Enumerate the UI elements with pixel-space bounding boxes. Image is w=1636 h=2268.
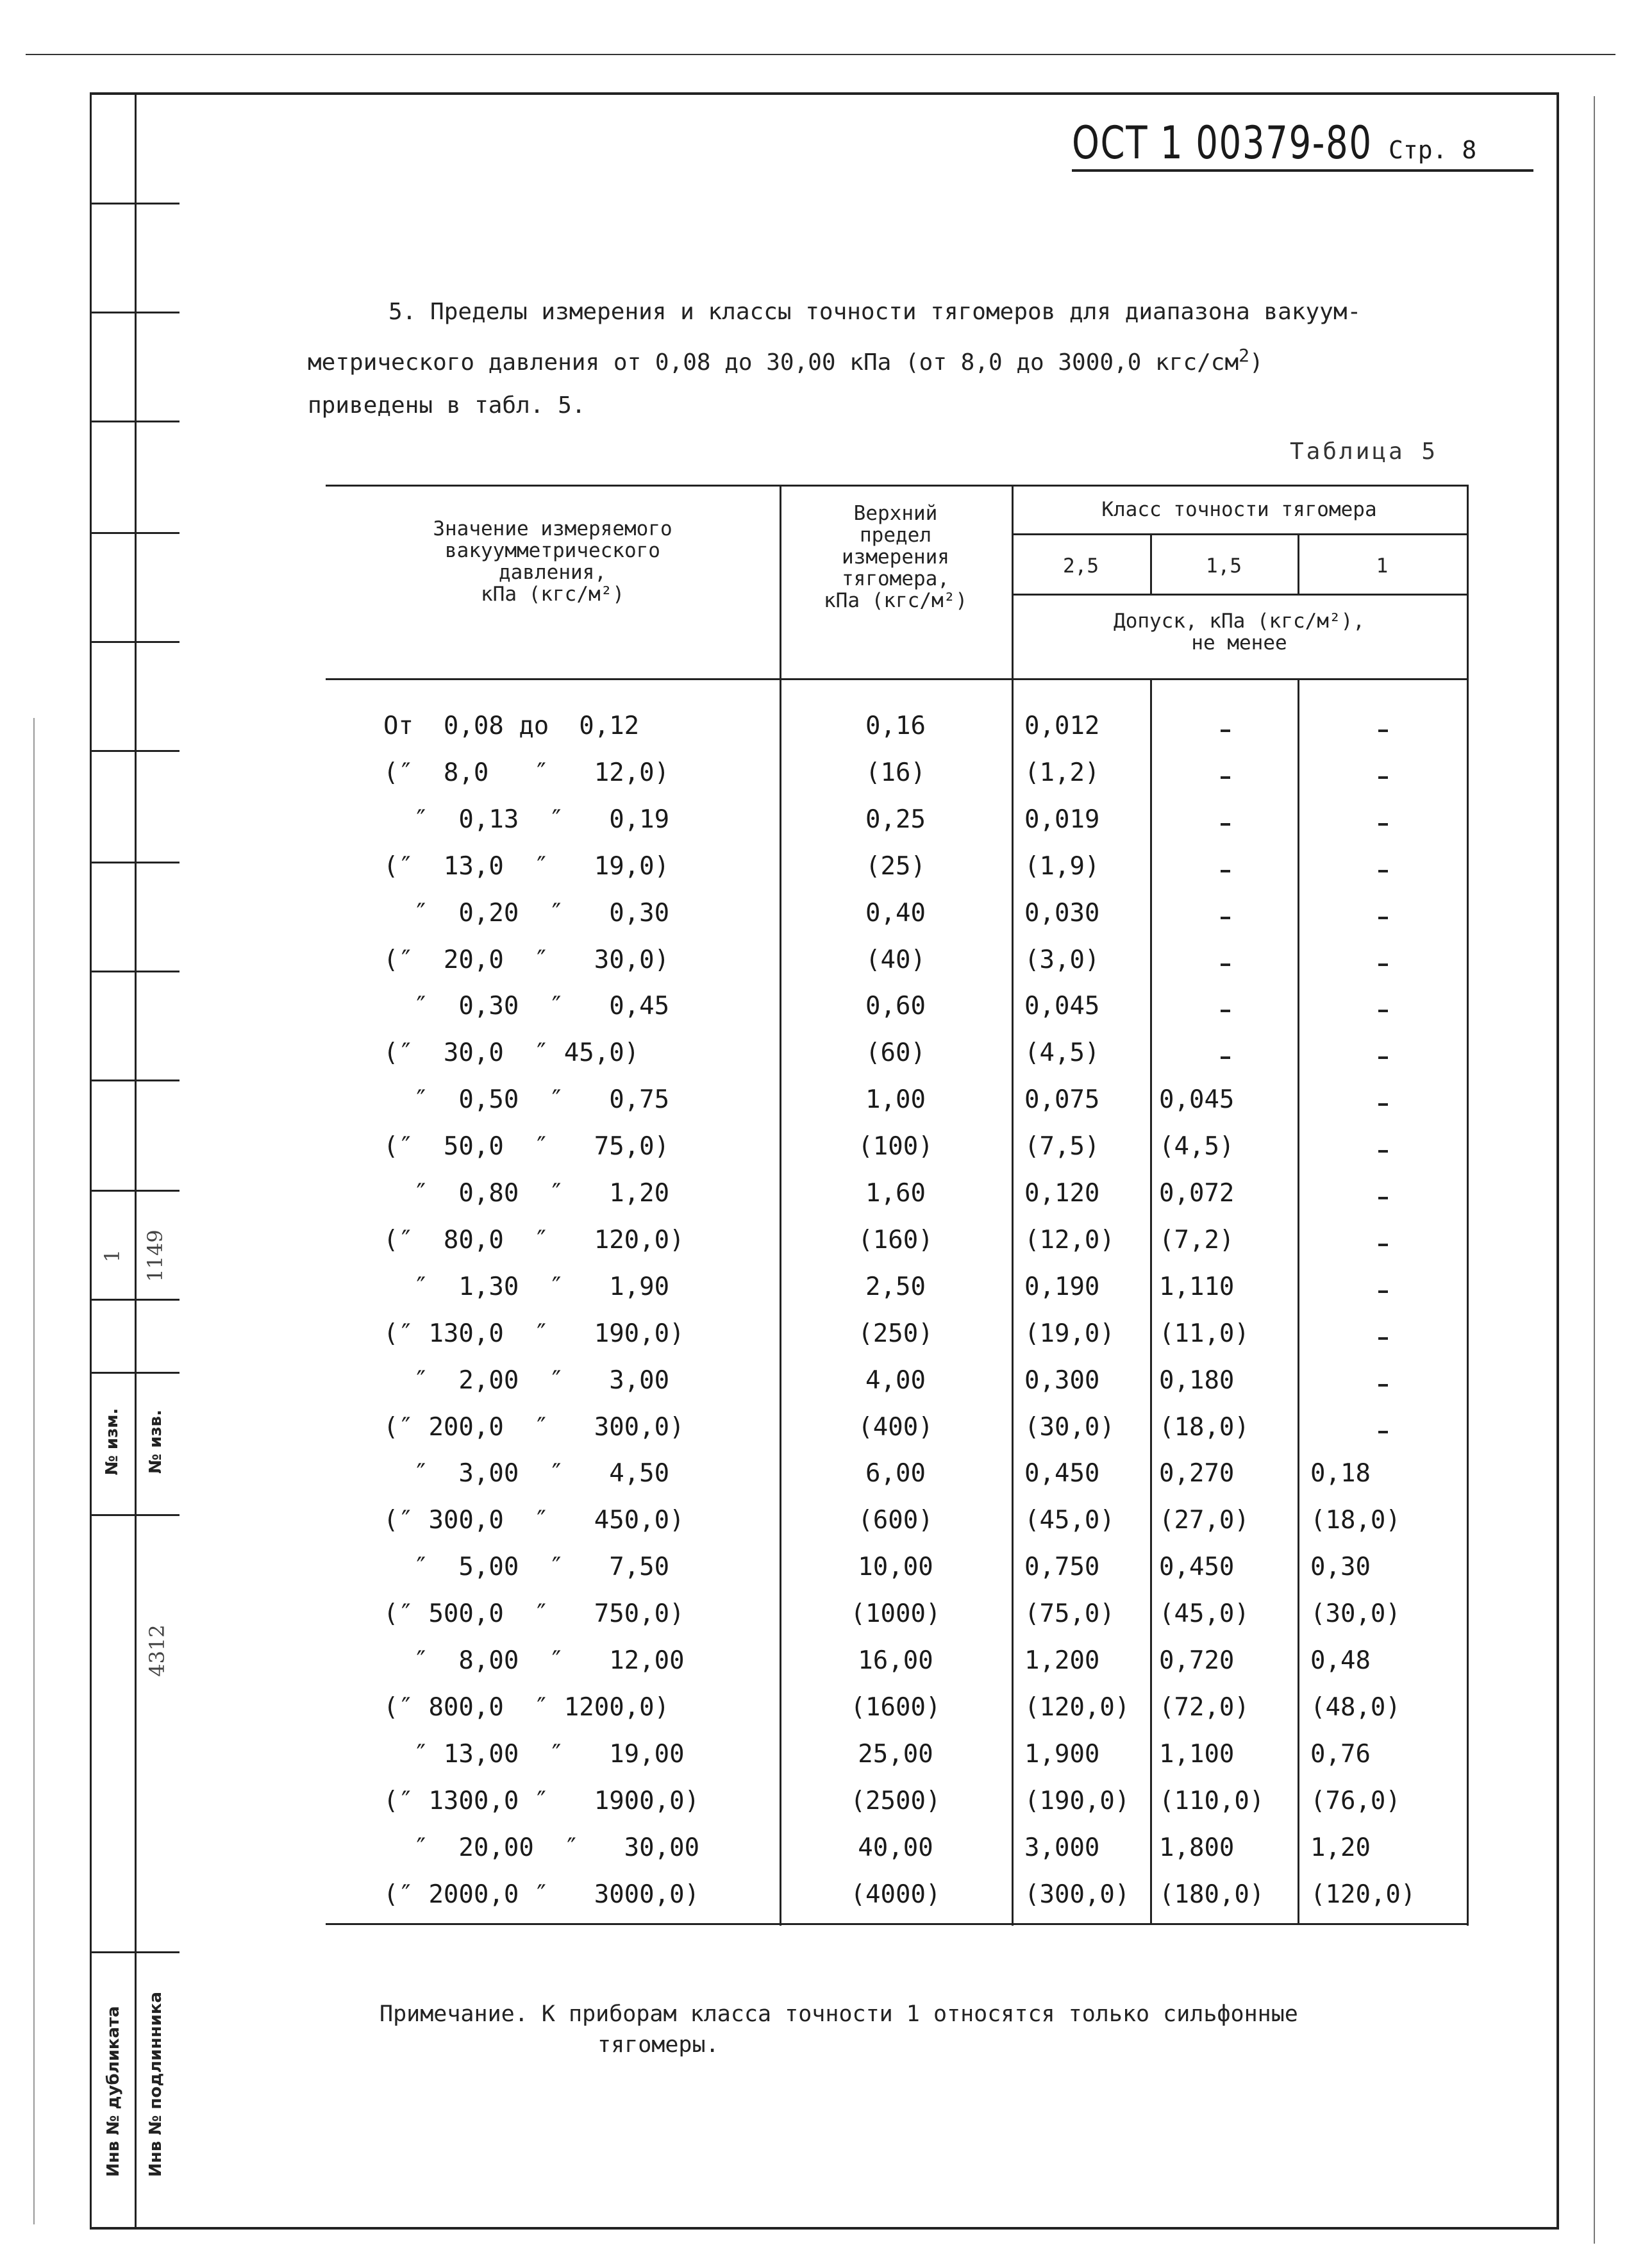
side-rule bbox=[90, 641, 179, 643]
table-cell: 1,20 bbox=[1310, 1833, 1371, 1862]
side-divider bbox=[135, 92, 137, 2230]
table-cell: (100) bbox=[858, 1132, 933, 1161]
right-edge-line bbox=[1594, 96, 1595, 2244]
table-cell: ″ 3,00 ″ 4,50 bbox=[383, 1459, 670, 1488]
table-cell: 0,25 bbox=[865, 805, 926, 834]
side-rule bbox=[90, 312, 179, 313]
empty-dash bbox=[1378, 963, 1388, 966]
table-cell: 10,00 bbox=[858, 1553, 933, 1581]
table-cell: 0,16 bbox=[865, 712, 926, 740]
side-rule bbox=[90, 532, 179, 534]
table-cell: ″ 0,20 ″ 0,30 bbox=[383, 899, 670, 928]
table-cell: (4000) bbox=[850, 1880, 941, 1909]
table-cell: (2500) bbox=[850, 1787, 941, 1815]
col2-heading-line: измерения bbox=[842, 546, 949, 569]
col1-heading bbox=[326, 518, 780, 605]
side-rule bbox=[90, 203, 179, 204]
empty-dash bbox=[1221, 963, 1230, 966]
table-cell: (300,0) bbox=[1024, 1880, 1130, 1909]
table-cell: 0,045 bbox=[1024, 992, 1100, 1021]
table-cell: 0,300 bbox=[1024, 1366, 1100, 1395]
izm-value: 1 bbox=[100, 1249, 124, 1263]
table-cell: (30,0) bbox=[1024, 1413, 1115, 1442]
class-group-heading: Класс точности тягомера bbox=[1101, 498, 1377, 521]
table-cell: 0,450 bbox=[1159, 1553, 1235, 1581]
table-cell: (45,0) bbox=[1159, 1599, 1249, 1628]
side-rule bbox=[90, 971, 179, 972]
table-cell: 0,750 bbox=[1024, 1553, 1100, 1581]
col-rule bbox=[1012, 485, 1014, 1926]
col-rule bbox=[1298, 678, 1299, 1923]
table-cell: 1,110 bbox=[1159, 1272, 1235, 1301]
empty-dash bbox=[1378, 917, 1388, 919]
side-rule bbox=[90, 421, 179, 422]
side-rule bbox=[90, 1190, 179, 1192]
empty-dash bbox=[1221, 1010, 1230, 1012]
table-cell: (30,0) bbox=[1310, 1599, 1401, 1628]
table-cell: (11,0) bbox=[1159, 1319, 1249, 1348]
table-cell: 2,50 bbox=[865, 1272, 926, 1301]
table-cell: ″ 2,00 ″ 3,00 bbox=[383, 1366, 670, 1395]
table-cell: (190,0) bbox=[1024, 1787, 1130, 1815]
table-cell: ″ 0,30 ″ 0,45 bbox=[383, 992, 670, 1021]
empty-dash bbox=[1221, 776, 1230, 779]
side-rule bbox=[90, 750, 179, 752]
col1-heading-line: вакуумметрического bbox=[445, 539, 660, 562]
table-cell: 0,180 bbox=[1159, 1366, 1235, 1395]
tolerance-heading bbox=[1012, 610, 1467, 654]
table-cell: (250) bbox=[858, 1319, 933, 1348]
empty-dash bbox=[1378, 823, 1388, 826]
table-cell: (110,0) bbox=[1159, 1787, 1265, 1815]
table-cell: (3,0) bbox=[1024, 946, 1100, 974]
empty-dash bbox=[1378, 1337, 1388, 1340]
tolerance-heading-line: не менее bbox=[1191, 631, 1287, 655]
empty-dash bbox=[1378, 1384, 1388, 1387]
empty-dash bbox=[1378, 1244, 1388, 1246]
table-cell: ″ 0,80 ″ 1,20 bbox=[383, 1179, 670, 1208]
table-cell: 0,40 bbox=[865, 899, 926, 928]
table-cell: (400) bbox=[858, 1413, 933, 1442]
empty-dash bbox=[1378, 1103, 1388, 1106]
table-cell: (″ 30,0 ″ 45,0) bbox=[383, 1038, 640, 1067]
table-cell: 6,00 bbox=[865, 1459, 926, 1488]
empty-dash bbox=[1378, 1010, 1388, 1012]
table-cell: 16,00 bbox=[858, 1646, 933, 1675]
podl-label: Инв № подлинника bbox=[146, 1992, 165, 2177]
table-cell: 0,270 bbox=[1159, 1459, 1235, 1488]
izv-value: 1149 bbox=[143, 1230, 167, 1282]
side-rule bbox=[90, 1080, 179, 1081]
empty-dash bbox=[1221, 730, 1230, 732]
top-rule bbox=[26, 54, 1615, 55]
side-rule bbox=[90, 1299, 179, 1301]
table-cell: 0,019 bbox=[1024, 805, 1100, 834]
page-label: Стр. 8 bbox=[1389, 136, 1477, 164]
table-cell: (60) bbox=[865, 1038, 926, 1067]
col1-heading-line: кПа (кгс/м²) bbox=[481, 583, 624, 606]
empty-dash bbox=[1378, 1197, 1388, 1199]
table-cell: (7,2) bbox=[1159, 1226, 1235, 1255]
table-top-rule bbox=[326, 485, 1467, 487]
table-cell: 0,18 bbox=[1310, 1459, 1371, 1488]
col2-heading-line: кПа (кгс/м²) bbox=[824, 589, 967, 612]
table-cell: ″ 0,50 ″ 0,75 bbox=[383, 1085, 670, 1114]
class-2-5: 2,5 bbox=[1063, 554, 1099, 578]
table-cell: (1000) bbox=[850, 1599, 941, 1628]
left-edge-line bbox=[33, 718, 35, 2224]
dubl-label: Инв № дубликата bbox=[104, 2006, 123, 2177]
table-cell: (″ 13,0 ″ 19,0) bbox=[383, 852, 670, 881]
empty-dash bbox=[1378, 730, 1388, 732]
empty-dash bbox=[1221, 917, 1230, 919]
table-cell: (″ 300,0 ″ 450,0) bbox=[383, 1506, 685, 1535]
table-cell: (12,0) bbox=[1024, 1226, 1115, 1255]
table-cell: 0,120 bbox=[1024, 1179, 1100, 1208]
table-cell: 0,76 bbox=[1310, 1740, 1371, 1769]
table-cell: (76,0) bbox=[1310, 1787, 1401, 1815]
col-rule bbox=[1467, 485, 1469, 1926]
table-cell: (″ 1300,0 ″ 1900,0) bbox=[383, 1787, 700, 1815]
header-bottom-rule bbox=[326, 678, 1467, 680]
table-cell: От 0,08 до 0,12 bbox=[383, 712, 640, 740]
table-cell: ″ 8,00 ″ 12,00 bbox=[383, 1646, 685, 1675]
table-cell: ″ 13,00 ″ 19,00 bbox=[383, 1740, 685, 1769]
table-cell: 0,072 bbox=[1159, 1179, 1235, 1208]
class-group-rule bbox=[1012, 533, 1467, 535]
table-cell: 3,000 bbox=[1024, 1833, 1100, 1862]
intro-line-2-text: метрического давления от 0,08 до 30,00 кПа (от 8,0 до 3000,0 кгс/см bbox=[308, 349, 1239, 376]
empty-dash bbox=[1221, 823, 1230, 826]
intro-line-2-end: ) bbox=[1249, 349, 1264, 376]
empty-dash bbox=[1378, 870, 1388, 872]
table-cell: 1,800 bbox=[1159, 1833, 1235, 1862]
note-line-1: Примечание. К приборам класса точности 1 относятся только сильфонные bbox=[380, 2001, 1298, 2027]
table-cell: ″ 0,13 ″ 0,19 bbox=[383, 805, 670, 834]
table-cell: (4,5) bbox=[1024, 1038, 1100, 1067]
col2-heading-line: тягомера, bbox=[842, 567, 949, 590]
table-cell: (1,2) bbox=[1024, 758, 1100, 787]
table-cell: (25) bbox=[865, 852, 926, 881]
empty-dash bbox=[1378, 1150, 1388, 1153]
col-rule bbox=[1150, 678, 1152, 1923]
table-cell: (18,0) bbox=[1159, 1413, 1249, 1442]
table-cell: 0,012 bbox=[1024, 712, 1100, 740]
table-cell: (48,0) bbox=[1310, 1693, 1401, 1722]
table-cell: (120,0) bbox=[1310, 1880, 1416, 1909]
table-cell: (19,0) bbox=[1024, 1319, 1115, 1348]
table-cell: 0,720 bbox=[1159, 1646, 1235, 1675]
table-cell: (″ 200,0 ″ 300,0) bbox=[383, 1413, 685, 1442]
note-line-2: тягомеры. bbox=[597, 2032, 719, 2058]
table-cell: (″ 80,0 ″ 120,0) bbox=[383, 1226, 685, 1255]
document-header bbox=[1072, 117, 1533, 172]
table-cell: (″ 130,0 ″ 190,0) bbox=[383, 1319, 685, 1348]
table-cell: (600) bbox=[858, 1506, 933, 1535]
doc-number: ОСТ 1 00379-80 bbox=[1072, 117, 1373, 169]
class-1: 1 bbox=[1376, 554, 1389, 578]
table-cell: (16) bbox=[865, 758, 926, 787]
col2-heading-line: предел bbox=[860, 524, 931, 547]
table-cell: (27,0) bbox=[1159, 1506, 1249, 1535]
table-cell: (″ 2000,0 ″ 3000,0) bbox=[383, 1880, 700, 1909]
table-cell: (180,0) bbox=[1159, 1880, 1265, 1909]
table-cell: (″ 500,0 ″ 750,0) bbox=[383, 1599, 685, 1628]
table-cell: 1,200 bbox=[1024, 1646, 1100, 1675]
table-cell: (″ 50,0 ″ 75,0) bbox=[383, 1132, 670, 1161]
side-rule bbox=[90, 1514, 179, 1516]
table-cell: 40,00 bbox=[858, 1833, 933, 1862]
table-cell: 1,900 bbox=[1024, 1740, 1100, 1769]
table-cell: 0,450 bbox=[1024, 1459, 1100, 1488]
empty-dash bbox=[1378, 1431, 1388, 1433]
empty-dash bbox=[1378, 776, 1388, 779]
table-cell: (1,9) bbox=[1024, 852, 1100, 881]
col1-heading-line: Значение измеряемого bbox=[433, 517, 672, 540]
table-cell: (45,0) bbox=[1024, 1506, 1115, 1535]
table-cell: (4,5) bbox=[1159, 1132, 1235, 1161]
table-cell: (72,0) bbox=[1159, 1693, 1249, 1722]
table-cell: 0,60 bbox=[865, 992, 926, 1021]
table-cell: (1600) bbox=[850, 1693, 941, 1722]
table-cell: (40) bbox=[865, 946, 926, 974]
empty-dash bbox=[1221, 1056, 1230, 1059]
table-5 bbox=[326, 485, 1467, 1926]
table-cell: (120,0) bbox=[1024, 1693, 1130, 1722]
table-cell: 1,60 bbox=[865, 1179, 926, 1208]
table-cell: (160) bbox=[858, 1226, 933, 1255]
table-cell: 0,045 bbox=[1159, 1085, 1235, 1114]
empty-dash bbox=[1221, 870, 1230, 872]
side-rule bbox=[90, 862, 179, 863]
col2-heading-line: Верхний bbox=[853, 502, 938, 525]
table-cell: 4,00 bbox=[865, 1366, 926, 1395]
class-1-5: 1,5 bbox=[1206, 554, 1242, 578]
table-cell: (7,5) bbox=[1024, 1132, 1100, 1161]
intro-line-3: приведены в табл. 5. bbox=[308, 392, 586, 419]
table-cell: (18,0) bbox=[1310, 1506, 1401, 1535]
table-cell: (″ 20,0 ″ 30,0) bbox=[383, 946, 670, 974]
izm-label: № изм. bbox=[103, 1408, 122, 1476]
table-cell: 25,00 bbox=[858, 1740, 933, 1769]
table-caption: Таблица 5 bbox=[1290, 438, 1439, 465]
col2-heading bbox=[780, 503, 1012, 612]
intro-line-2 bbox=[308, 345, 1264, 376]
empty-dash bbox=[1378, 1056, 1388, 1059]
table-bottom-rule bbox=[326, 1923, 1467, 1925]
table-cell: ″ 5,00 ″ 7,50 bbox=[383, 1553, 670, 1581]
table-cell: (″ 800,0 ″ 1200,0) bbox=[383, 1693, 670, 1722]
table-cell: ″ 20,00 ″ 30,00 bbox=[383, 1833, 700, 1862]
table-cell: (″ 8,0 ″ 12,0) bbox=[383, 758, 670, 787]
table-cell: 0,075 bbox=[1024, 1085, 1100, 1114]
tolerance-heading-line: Допуск, кПа (кгс/м²), bbox=[1114, 610, 1365, 633]
side-stamp bbox=[90, 92, 179, 2230]
table-cell: 1,00 bbox=[865, 1085, 926, 1114]
table-cell: 0,190 bbox=[1024, 1272, 1100, 1301]
table-cell: 0,030 bbox=[1024, 899, 1100, 928]
col1-heading-line: давления, bbox=[499, 561, 606, 584]
side-rule bbox=[90, 1951, 179, 1953]
side-rule bbox=[90, 1372, 179, 1374]
empty-dash bbox=[1378, 1290, 1388, 1293]
table-cell: 0,48 bbox=[1310, 1646, 1371, 1675]
intro-line-1: 5. Пределы измерения и классы точности тягомеров для диапазона вакуум- bbox=[388, 299, 1362, 325]
podl-number: 4312 bbox=[145, 1624, 169, 1677]
table-cell: 1,100 bbox=[1159, 1740, 1235, 1769]
intro-sup: 2 bbox=[1239, 345, 1250, 366]
class-values-rule bbox=[1012, 594, 1467, 596]
table-cell: (75,0) bbox=[1024, 1599, 1115, 1628]
izv-label: № изв. bbox=[146, 1410, 165, 1474]
table-cell: 0,30 bbox=[1310, 1553, 1371, 1581]
table-cell: ″ 1,30 ″ 1,90 bbox=[383, 1272, 670, 1301]
